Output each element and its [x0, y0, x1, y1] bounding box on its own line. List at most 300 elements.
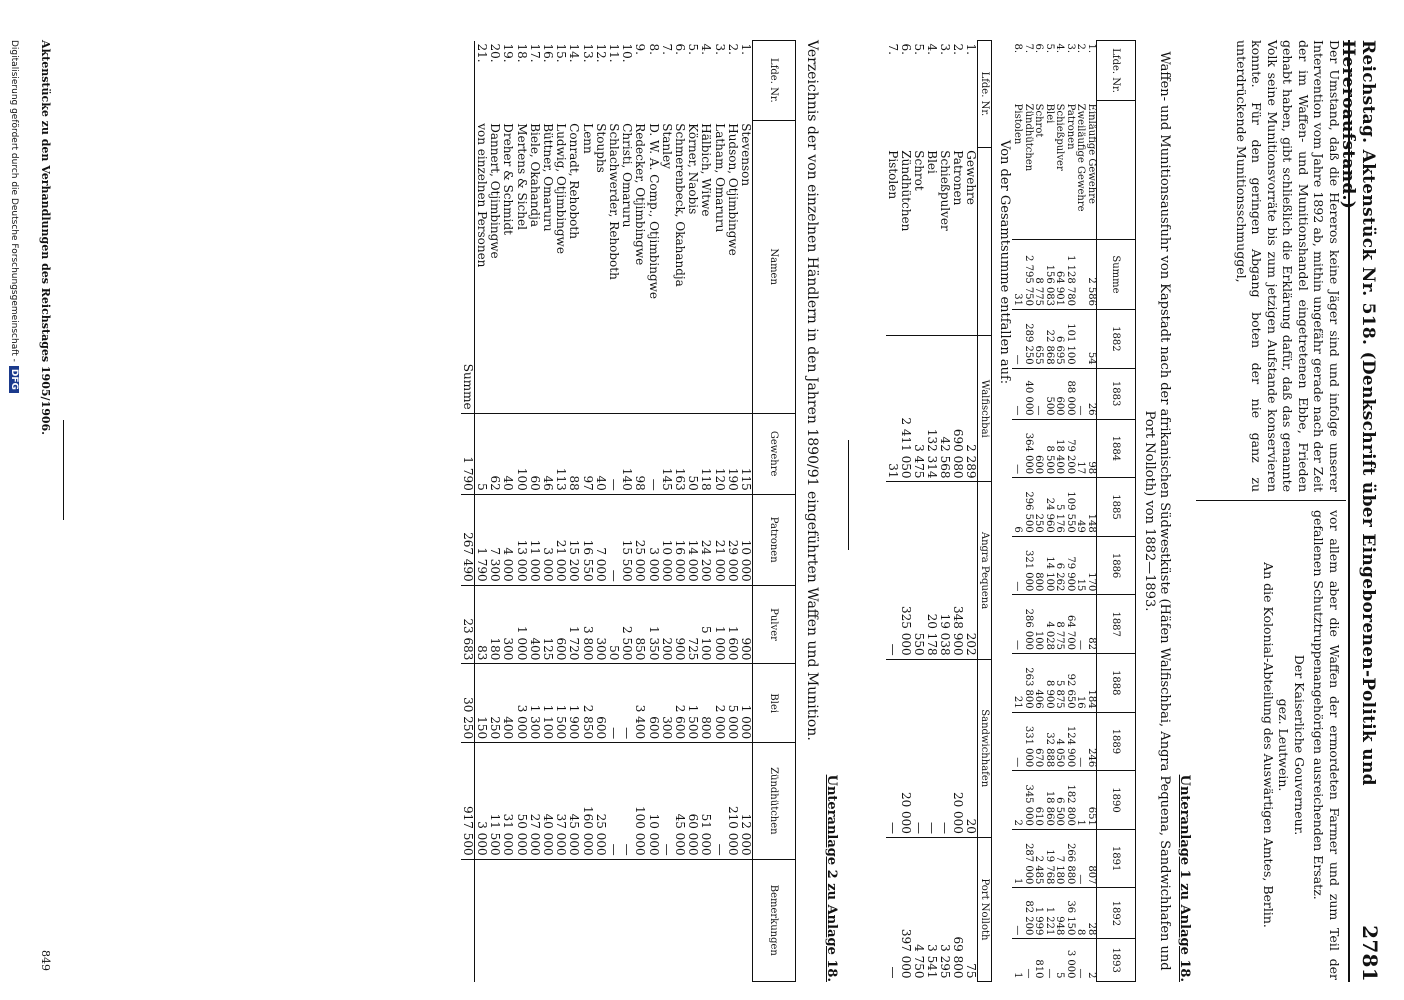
table-cell: 800 — [699, 664, 712, 743]
table-cell: 10 000 — [739, 494, 753, 585]
table-cell: 8. — [646, 43, 661, 55]
table-row — [541, 41, 554, 982]
table-cell: 5 — [1054, 939, 1065, 982]
table-cell: 6. — [672, 43, 687, 55]
table-cell — [474, 859, 488, 981]
table-cell: 16. — [540, 43, 555, 63]
table-cell: 4 028 — [1044, 595, 1055, 654]
table-cell: 32 888 — [1044, 712, 1055, 771]
table-cell: 21 000 — [554, 494, 567, 585]
table-row — [1023, 41, 1034, 982]
table-cell — [594, 859, 607, 981]
table-cell: 1 790 — [474, 494, 488, 585]
table-cell: 15 200 — [567, 494, 580, 585]
table-cell: 100 — [1033, 595, 1044, 654]
table-cell: 406 — [1033, 653, 1044, 712]
table-cell: 807 — [1086, 829, 1097, 888]
table-cell: 7 000 — [594, 494, 607, 585]
table-row — [673, 41, 686, 982]
table-cell: 1 999 — [1033, 888, 1044, 939]
table-cell: 82 — [1086, 595, 1097, 654]
table-cell: 6 695 — [1054, 310, 1065, 369]
digitization-text: Digitalisierung gefördert durch die Deutsche Forschungsgemeinschaft - — [9, 40, 19, 362]
table-cell: 6. — [1033, 43, 1045, 54]
table-cell: Schmerenbeck, Okahandja — [672, 123, 687, 287]
table-cell: 19. — [501, 43, 516, 63]
table-cell: 10 000 — [660, 494, 673, 585]
table-cell — [607, 859, 620, 981]
table-cell: 1. — [1086, 43, 1097, 54]
export-table — [1012, 40, 1136, 982]
table-cell: 610 — [1033, 771, 1044, 830]
column-header: 1892 — [1097, 888, 1136, 939]
port-split-table — [886, 40, 992, 982]
table-cell: 300 — [660, 664, 673, 743]
table-cell: Patronen — [1065, 103, 1076, 150]
table-cell: 345 000 — [1023, 771, 1034, 830]
table-cell: 11 000 — [528, 494, 541, 585]
table-cell: 13. — [580, 43, 595, 63]
column-header: 1882 — [1097, 310, 1136, 369]
table-cell: 132 314 — [925, 336, 938, 482]
table-cell: 100 000 — [633, 743, 646, 860]
table-cell: 15 — [1075, 536, 1086, 595]
table-cell: 6 — [1012, 478, 1023, 537]
table-cell: 5. — [1044, 43, 1055, 54]
right-column — [1261, 510, 1343, 980]
annex2-title: Unteranlage 2 zu Anlage 18. — [824, 774, 839, 982]
table-cell: 101 100 — [1065, 310, 1076, 369]
annex1-caption: Waffen- und Munitionsausfuhr von Kapstadt nach der afrikanischen Südwestküste (Häfen Walfischbai, Angra Pequena, Sandwichhafen und Port Nolloth) von 1882—1893. — [1142, 51, 1172, 971]
table-cell: — — [1012, 888, 1023, 939]
table-cell: Einläufige Gewehre — [1086, 103, 1097, 204]
table-cell — [567, 859, 580, 981]
table-cell: — — [1012, 712, 1023, 771]
table-cell: 1 000 — [712, 585, 725, 664]
table-cell: 40 — [594, 413, 607, 494]
table-cell: 3 400 — [633, 664, 646, 743]
table-row — [620, 41, 633, 982]
table-cell: 2 600 — [673, 664, 686, 743]
table-cell: 2 485 — [1033, 829, 1044, 888]
table-cell: 64 700 — [1065, 595, 1076, 654]
table-row — [633, 41, 646, 982]
table-cell: 25 000 — [633, 494, 646, 585]
table-cell: 11 500 — [488, 743, 501, 860]
table-row — [899, 41, 912, 982]
table-cell: 8 — [1075, 888, 1086, 939]
column-header: Namen — [753, 120, 796, 413]
table-cell: 263 800 — [1023, 653, 1034, 712]
table-row — [1012, 41, 1023, 982]
table-cell — [501, 859, 514, 981]
table-cell: — — [1044, 939, 1055, 982]
table-cell: — — [1075, 368, 1086, 419]
table-cell: — — [1075, 595, 1086, 654]
signature-title: Der Kaiserliche Gouverneur. — [1292, 654, 1307, 836]
footer-page-number: 849 — [39, 950, 52, 971]
table-cell: 2. — [1075, 43, 1087, 54]
table-row — [1075, 41, 1086, 982]
table-cell: 2 289 — [964, 336, 978, 482]
table-cell: — — [1075, 939, 1086, 982]
table-cell: — — [1012, 419, 1023, 478]
table-cell: 3 475 — [912, 336, 925, 482]
table-row — [501, 41, 514, 982]
table-cell: 79 200 — [1065, 419, 1076, 478]
table-cell: 2. — [951, 43, 965, 55]
table-row — [1054, 41, 1065, 982]
dfg-logo: DFG — [9, 366, 19, 393]
table-cell — [1075, 239, 1086, 309]
column-header: Gewehre — [753, 413, 796, 494]
table-cell: 364 000 — [1023, 419, 1034, 478]
table-row — [925, 41, 938, 982]
traders-table — [461, 40, 796, 982]
table-cell: 5. — [912, 43, 926, 55]
column-header: Sandwichhafen — [978, 659, 992, 837]
table-cell: 60 — [528, 413, 541, 494]
sum-cell: 267 490 — [461, 494, 475, 585]
table-cell: 20 — [964, 659, 978, 837]
table-cell: 600 — [1033, 419, 1044, 478]
table-cell: — — [886, 837, 899, 981]
table-cell: 45 000 — [673, 743, 686, 860]
table-cell: 82 200 — [1023, 888, 1034, 939]
table-row — [686, 41, 699, 982]
column-header: 1891 — [1097, 829, 1136, 888]
table-cell: 18 400 — [1054, 419, 1065, 478]
column-header: 1883 — [1097, 368, 1136, 419]
table-cell: 18. — [514, 43, 529, 63]
table-cell: 10. — [620, 43, 635, 63]
table-cell: 948 — [1054, 888, 1065, 939]
header-rule — [1348, 40, 1350, 982]
table-cell: 75 — [964, 837, 978, 981]
table-cell: 3 541 — [925, 837, 938, 981]
table-cell: — — [912, 659, 925, 837]
table-cell: Dreher & Schmidt — [501, 123, 516, 235]
table-cell: Pistolen — [886, 150, 900, 200]
sum-cell: 30 250 — [461, 664, 475, 743]
table-row — [886, 41, 899, 982]
table-cell: Schrot — [1033, 103, 1045, 138]
digitization-note — [9, 40, 19, 393]
table-cell: 20. — [488, 43, 503, 63]
table-cell: 156 083 — [1044, 239, 1055, 309]
column-header: Bemerkungen — [753, 859, 796, 981]
table-row — [951, 41, 964, 982]
table-cell: 250 — [488, 664, 501, 743]
table-cell: Büttner, Omaruru — [540, 123, 555, 232]
column-header: Lfde. Nr. — [753, 41, 796, 121]
table-cell: — — [607, 494, 620, 585]
table-cell: 1 128 780 — [1065, 239, 1076, 309]
table-cell: Ludwig, Otjimbingwe — [554, 123, 569, 254]
table-cell: 5. — [686, 43, 701, 55]
table-cell — [488, 859, 501, 981]
table-cell: 300 — [501, 585, 514, 664]
table-cell: Hudson, Otjimbingwe — [725, 123, 740, 256]
table-cell: 210 000 — [726, 743, 739, 860]
table-cell — [712, 859, 725, 981]
table-cell: 321 000 — [1023, 536, 1034, 595]
table-cell: Schießpulver — [938, 150, 952, 231]
table-cell: 246 — [1086, 712, 1097, 771]
table-cell: 800 — [1033, 536, 1044, 595]
column-header: Blei — [753, 664, 796, 743]
table-cell: 17 — [1075, 419, 1086, 478]
table-row — [726, 41, 739, 982]
table-cell: 145 — [660, 413, 673, 494]
sum-label: Summe — [461, 120, 475, 413]
table-cell: 1 500 — [686, 664, 699, 743]
table-cell: 348 900 — [951, 482, 964, 659]
table-cell: 19 768 — [1044, 829, 1055, 888]
table-cell: 4 000 — [501, 494, 514, 585]
table-cell: 13 000 — [514, 494, 527, 585]
column-header: Summe — [1097, 239, 1136, 309]
table-cell: 36 150 — [1065, 888, 1076, 939]
table-cell: — — [607, 413, 620, 494]
table-cell: 1 350 — [646, 585, 659, 664]
column-header: Zündhütchen — [753, 743, 796, 860]
table-cell: 651 — [1086, 771, 1097, 830]
table-cell: — — [886, 659, 899, 837]
table-cell: 250 — [1033, 478, 1044, 537]
sum-cell: 23 683 — [461, 585, 475, 664]
table-cell: 163 — [673, 413, 686, 494]
table-cell: 690 080 — [951, 336, 964, 482]
header-title: Reichstag. Aktenstück Nr. 518. (Denkschrift über Eingeborenen-Politik und Hereroaufstand.) — [1338, 40, 1378, 786]
table-cell: 12 000 — [739, 743, 753, 860]
table-cell: 3 000 — [1065, 939, 1076, 982]
table-cell: 550 — [912, 482, 925, 659]
left-column-text: Der Umstand, daß die Hereros keine Jäger sind und infolge unserer Intervention vom Jahre 1892 ab, mithin ungefähr gerade nach der Zeit der im Waffen- und Munitionshandel eingetretenen Ebbe, Frieden gehabt haben, gibt schließlich die Erklärung dafür, daß das genannte Volk seine Munitionsvorräte bis zum jetzigen Aufstande konservieren konnte. Für den geringen Abgang boten der nie ganz zu unterdrückende Munitionsschmuggel, — [1234, 40, 1342, 492]
table-cell: 125 — [541, 585, 554, 664]
table-cell: 50 000 — [514, 743, 527, 860]
table-cell: 88 000 — [1065, 368, 1076, 419]
table-cell: 88 — [567, 413, 580, 494]
table-row — [514, 41, 527, 982]
table-cell — [686, 859, 699, 981]
table-cell: 16 — [1075, 653, 1086, 712]
table-cell: 600 — [554, 585, 567, 664]
table-cell: 45 000 — [567, 743, 580, 860]
table-cell: — — [607, 664, 620, 743]
table-cell: 115 — [739, 413, 753, 494]
table-cell: 50 — [607, 585, 620, 664]
table-cell: 14 100 — [1044, 536, 1055, 595]
table-cell: 14. — [567, 43, 582, 63]
column-header: 1889 — [1097, 712, 1136, 771]
table-cell: 2 850 — [580, 664, 593, 743]
table-row — [660, 41, 673, 982]
annex1-title: Unteranlage 1 zu Anlage 18. — [1177, 774, 1192, 982]
table-cell: 97 — [580, 413, 593, 494]
table-cell: 7 300 — [488, 494, 501, 585]
table-cell: 9. — [633, 43, 648, 55]
column-header: 1885 — [1097, 478, 1136, 537]
sum-cell: 917 500 — [461, 743, 475, 860]
column-header: 1886 — [1097, 536, 1136, 595]
table-cell: 286 000 — [1023, 595, 1034, 654]
table-cell: — — [1012, 368, 1023, 419]
table-row — [474, 41, 488, 982]
table-cell: 92 650 — [1065, 653, 1076, 712]
column-header: 1884 — [1097, 419, 1136, 478]
table-cell: 190 — [726, 413, 739, 494]
column-header: Pulver — [753, 585, 796, 664]
table-cell: 300 — [594, 585, 607, 664]
table-cell — [580, 859, 593, 981]
sum-cell: 1 790 — [461, 413, 475, 494]
table-cell — [633, 859, 646, 981]
table-cell: 287 000 — [1023, 829, 1034, 888]
table-cell — [739, 859, 753, 981]
table-cell: 113 — [554, 413, 567, 494]
table-cell: Stanley — [659, 123, 674, 169]
table-cell — [554, 859, 567, 981]
table-cell: 1 100 — [541, 664, 554, 743]
column-header: Patronen — [753, 494, 796, 585]
table-cell: 10 000 — [646, 743, 659, 860]
sum-remarks — [461, 859, 475, 981]
table-cell: 19 038 — [938, 482, 951, 659]
table-cell: 180 — [488, 585, 501, 664]
table-cell: 120 — [712, 413, 725, 494]
table-cell: Körner, Naobis — [686, 123, 701, 215]
page-number: 2781 — [1358, 925, 1382, 982]
table-cell: 3. — [1065, 43, 1076, 54]
table-cell — [1075, 310, 1086, 369]
table-cell: 50 — [686, 413, 699, 494]
table-cell: 900 — [739, 585, 753, 664]
table-cell: 24 200 — [699, 494, 712, 585]
table-cell: — — [1012, 595, 1023, 654]
table-cell: Blei — [1044, 103, 1055, 124]
table-cell: 2 — [1012, 771, 1023, 830]
table-row — [1065, 41, 1076, 982]
table-cell: 5 000 — [726, 664, 739, 743]
table-cell: 1 500 — [554, 664, 567, 743]
column-header: Lfde. Nr. — [1097, 41, 1136, 101]
table-cell: — — [925, 659, 938, 837]
table-cell: 266 880 — [1065, 829, 1076, 888]
table-cell: 1 000 — [739, 664, 753, 743]
table-cell: 4 050 — [1054, 712, 1065, 771]
column-header: Lfde. Nr. — [978, 41, 992, 148]
table-cell: Stouphs — [593, 123, 608, 173]
table-cell: Latham, Omaruru — [712, 123, 727, 233]
table-cell: 21 000 — [712, 494, 725, 585]
column-divider — [1196, 500, 1346, 502]
table-cell: Schrot — [912, 150, 926, 191]
table-cell: Zweiläufige Gewehre — [1075, 103, 1087, 212]
table-cell: Conradt, Rehoboth — [567, 123, 582, 239]
table-cell: — — [646, 413, 659, 494]
table-cell: 5 — [474, 413, 488, 494]
footer-left: Aktenstücke zu den Verhandlungen des Reichstages 1905/1906. — [39, 40, 52, 435]
table-cell: 40 000 — [541, 743, 554, 860]
table-cell: 7. — [886, 43, 900, 55]
table-cell: 600 — [1054, 368, 1065, 419]
table-cell — [660, 859, 673, 981]
table-cell: 184 — [1086, 653, 1097, 712]
table-cell: 22 868 — [1044, 310, 1055, 369]
table-cell: Biele, Okahandja — [527, 123, 542, 227]
table-cell: 1 — [1012, 829, 1023, 888]
table-cell — [620, 859, 633, 981]
table-cell: 21 — [1012, 653, 1023, 712]
page-header — [1338, 40, 1382, 982]
table-cell: 16 550 — [580, 494, 593, 585]
table-cell: 21. — [474, 43, 489, 63]
table-cell: 69 800 — [951, 837, 964, 981]
table-cell: 24 960 — [1044, 478, 1055, 537]
table-row — [567, 41, 580, 982]
table-cell: — — [1075, 829, 1086, 888]
table-cell: — — [1075, 712, 1086, 771]
table-cell: 3 800 — [580, 585, 593, 664]
table-row — [580, 41, 593, 982]
table-cell: Hälbich, Witwe — [699, 123, 714, 217]
table-cell: 42 568 — [938, 336, 951, 482]
table-cell: 655 — [1033, 310, 1044, 369]
table-cell: 15 500 — [620, 494, 633, 585]
table-cell: 810 — [1033, 939, 1044, 982]
table-row — [1086, 41, 1097, 982]
footer-rule — [63, 420, 64, 520]
table-cell: 40 000 — [1023, 368, 1034, 419]
table-cell: 15. — [554, 43, 569, 63]
table-cell: 83 — [474, 585, 488, 664]
table-row — [964, 41, 978, 982]
column-header — [1097, 101, 1136, 240]
table-cell: 8 900 — [1044, 653, 1055, 712]
table-cell: 1. — [964, 43, 978, 55]
table-cell: 170 — [1086, 536, 1097, 595]
table-row — [528, 41, 541, 982]
table-cell: 29 000 — [726, 494, 739, 585]
table-cell: 79 900 — [1065, 536, 1076, 595]
table-row — [699, 41, 712, 982]
table-cell: 600 — [646, 664, 659, 743]
table-row — [1044, 41, 1055, 982]
table-cell: 1 900 — [567, 664, 580, 743]
table-cell: Christi, Omaruru — [620, 123, 635, 228]
table-cell: 11. — [606, 43, 621, 63]
table-cell — [726, 859, 739, 981]
table-cell: Blei — [925, 150, 939, 174]
table-cell: — — [620, 664, 633, 743]
table-cell: Dannert, Otjimbingwe — [488, 123, 503, 259]
table-row — [607, 41, 620, 982]
table-cell: 160 000 — [580, 743, 593, 860]
table-cell: Patronen — [951, 150, 965, 206]
table-cell: 25 000 — [594, 743, 607, 860]
table-cell: 8 500 — [1044, 419, 1055, 478]
table-cell — [528, 859, 541, 981]
table-cell: 40 — [501, 413, 514, 494]
table-cell: — — [620, 743, 633, 860]
table-cell: 31 000 — [501, 743, 514, 860]
table-cell: Zündhütchen — [1023, 103, 1034, 172]
table-cell: 1 300 — [528, 664, 541, 743]
column-header: 1887 — [1097, 595, 1136, 654]
table-cell: 3. — [938, 43, 952, 55]
table-cell: — — [712, 743, 725, 860]
